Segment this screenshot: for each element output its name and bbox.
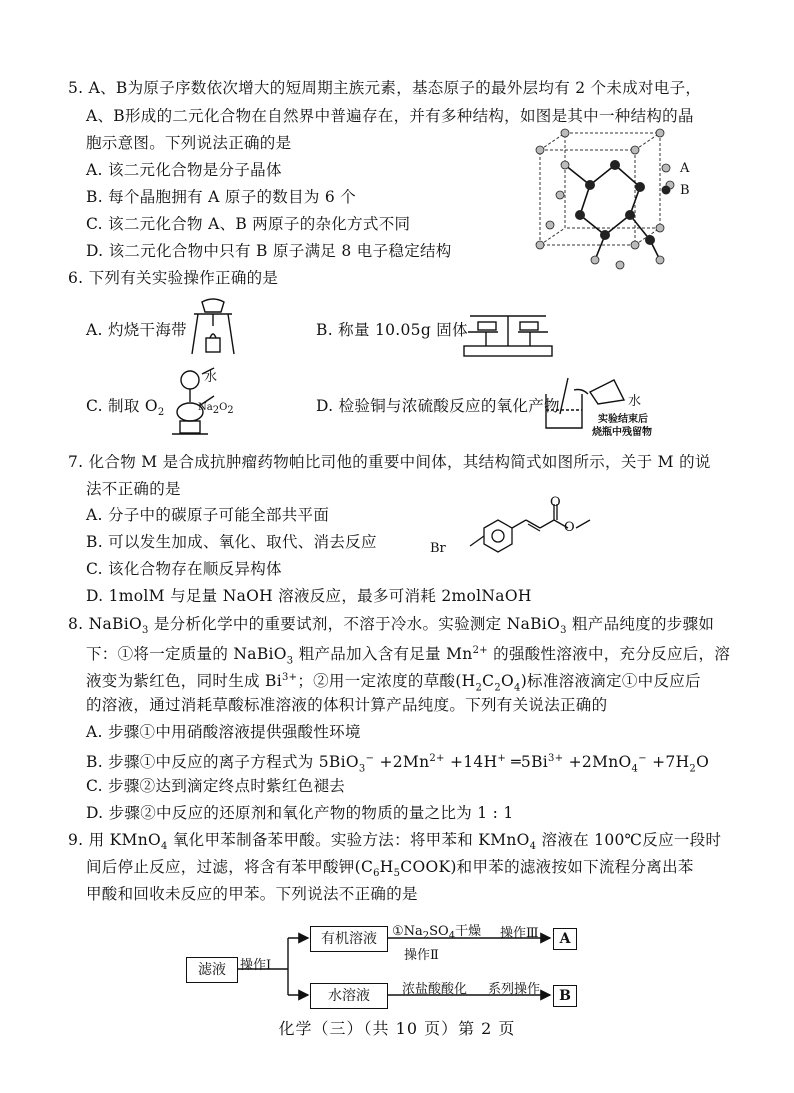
q8-l2-a: 下：①将一定质量的 NaBiO bbox=[86, 645, 287, 664]
q8-option-c: C. 步骤②达到滴定终点时紫红色褪去 bbox=[86, 777, 346, 795]
flow-dry-sub1: 2 bbox=[422, 930, 430, 942]
q6-c-na2o2-label bbox=[198, 402, 234, 416]
q8-b-sub3: 2 bbox=[689, 763, 697, 775]
q8-l3-sup: 3+ bbox=[281, 672, 298, 683]
q7-option-b: B. 可以发生加成、氧化、取代、消去反应 bbox=[86, 533, 377, 551]
molecule-m-structure bbox=[448, 490, 618, 562]
q9-l1-b: 氧化甲苯制备苯甲酸。实验方法：将甲苯和 KMnO bbox=[167, 831, 530, 849]
flow-product-a-box: A bbox=[553, 928, 577, 950]
q5-option-c: C. 该二元化合物 A、B 两原子的杂化方式不同 bbox=[86, 215, 411, 233]
q5-option-a: A. 该二元化合物是分子晶体 bbox=[86, 161, 282, 179]
q5-option-b: B. 每个晶胞拥有 A 原子的数目为 6 个 bbox=[86, 188, 357, 206]
molecule-carbonyl-o-label: O bbox=[550, 495, 561, 510]
flow-op3-label: 操作Ⅲ bbox=[500, 926, 539, 941]
molecule-ester-o-label: O bbox=[564, 520, 575, 535]
q7-option-c: C. 该化合物存在顺反异构体 bbox=[86, 560, 282, 578]
q8-l1-sub2: 3 bbox=[560, 625, 567, 637]
q9-l2-sub1: 6 bbox=[373, 868, 380, 880]
q8-l3-a: 液变为紫红色，同时生成 Bi bbox=[86, 672, 282, 691]
q8-b-c: +14H bbox=[444, 753, 498, 772]
molecule-br-label: Br bbox=[430, 541, 446, 556]
q6-option-a: A. 灼烧干海带 bbox=[86, 321, 187, 339]
legend-markers bbox=[660, 162, 672, 202]
q6-option-c-text: C. 制取 O bbox=[86, 397, 158, 415]
q5-stem-line3: 胞示意图。下列说法正确的是 bbox=[86, 134, 292, 152]
q8-l3-e: )标准溶液滴定①中反应后 bbox=[520, 672, 701, 691]
q8-b-sub2: 4 bbox=[631, 763, 639, 775]
q5-stem-line1: 5. A、B为原子序数依次增大的短周期主族元素，基态原子的最外层均有 2 个未成对电子， bbox=[68, 79, 702, 97]
q8-l1-c: 粗产品纯度的步骤如 bbox=[566, 615, 715, 633]
q9-l1-sub1: 4 bbox=[160, 841, 168, 853]
flow-filtrate-box: 滤液 bbox=[186, 957, 238, 983]
flow-series-label: 系列操作 bbox=[488, 982, 541, 997]
q7-stem-line1: 7. 化合物 M 是合成抗肿瘤药物帕比司他的重要中间体，其结构简式如图所示，关于 M 的说 bbox=[68, 453, 711, 471]
page-footer: 化学（三）（共 10 页）第 2 页 bbox=[278, 1019, 516, 1038]
q9-l2-a: 间后停止反应，过滤，将含有苯甲酸钾(C bbox=[86, 858, 374, 876]
q8-b-sup4: 3+ bbox=[548, 753, 564, 764]
na2o2-sub2: 2 bbox=[227, 405, 234, 416]
flow-op1-label: 操作Ⅰ bbox=[240, 958, 272, 973]
q9-l2-c: COOK)和甲苯的滤液按如下流程分离出苯 bbox=[400, 858, 694, 876]
q9-l2-sub2: 5 bbox=[393, 868, 401, 880]
q7-stem-line2: 法不正确的是 bbox=[86, 480, 181, 498]
na2o2-na: Na bbox=[198, 402, 213, 413]
q9-l1-sub2: 4 bbox=[529, 841, 537, 853]
crucible-tripod-figure bbox=[188, 296, 238, 358]
q5-stem-line2: A、B形成的二元化合物在自然界中普遍存在，并有多种结构，如图是其中一种结构的晶 bbox=[86, 107, 694, 125]
flow-dry-e: 干燥 bbox=[455, 924, 482, 939]
q8-l3-sub3: 4 bbox=[514, 682, 521, 694]
flow-organic-box: 有机溶液 bbox=[310, 926, 388, 952]
q6-d-note-line1: 实验结束后 bbox=[598, 414, 648, 425]
q8-b-sup5: − bbox=[638, 753, 647, 764]
q8-b-e: +2MnO bbox=[563, 753, 632, 772]
q6-d-note-line2: 烧瓶中残留物 bbox=[592, 427, 652, 438]
q8-b-sub1: 3 bbox=[358, 763, 366, 775]
q8-l2-sub: 3 bbox=[286, 655, 294, 667]
q8-l3-sub2: 2 bbox=[494, 682, 502, 694]
q8-line3 bbox=[86, 668, 701, 698]
q8-line4: 的溶液，通过消耗草酸标准溶液的体积计算产品纯度。下列有关说法正确的 bbox=[86, 696, 608, 714]
flow-product-b-box: B bbox=[553, 985, 577, 1007]
q7-option-d: D. 1molM 与足量 NaOH 溶液反应，最多可消耗 2molNaOH bbox=[86, 587, 532, 605]
q9-l2-b: H bbox=[379, 858, 394, 876]
q9-l1-c: 溶液在 100℃反应一段时 bbox=[536, 831, 722, 849]
q8-l3-sub1: 2 bbox=[475, 682, 483, 694]
q6-option-c-sub: 2 bbox=[157, 407, 165, 419]
q9-line2 bbox=[86, 857, 694, 884]
q8-l2-sup: 2+ bbox=[472, 645, 488, 656]
q8-line1 bbox=[68, 614, 714, 641]
na2o2-sub1: 2 bbox=[212, 405, 220, 416]
q8-b-sup1: − bbox=[365, 753, 375, 764]
q8-l3-d: O bbox=[501, 672, 515, 691]
flow-dry-label bbox=[392, 920, 481, 942]
q8-option-b bbox=[86, 749, 709, 779]
na2o2-o: O bbox=[219, 402, 228, 413]
q9-line3: 甲酸和回收未反应的甲苯。下列说法不正确的是 bbox=[86, 885, 418, 903]
q8-l1-b: 是分析化学中的重要试剂，不溶于冷水。实验测定 NaBiO bbox=[148, 615, 561, 633]
q8-l3-c: C bbox=[482, 672, 495, 691]
legend-b-label: B bbox=[680, 183, 690, 198]
flow-op2-label: 操作Ⅱ bbox=[404, 948, 439, 963]
q6-option-c bbox=[86, 396, 165, 423]
q8-l3-b: ；②用一定浓度的草酸(H bbox=[297, 672, 476, 691]
flow-dry-sub2: 4 bbox=[448, 930, 456, 942]
flow-acidify-label: 浓盐酸酸化 bbox=[402, 982, 468, 997]
q8-b-g: O bbox=[696, 753, 710, 772]
q8-b-a: B. 步骤①中反应的离子方程式为 5BiO bbox=[86, 753, 359, 772]
q7-option-a: A. 分子中的碳原子可能全部共平面 bbox=[86, 506, 330, 524]
q8-line2 bbox=[86, 641, 730, 671]
q8-b-sup3: + bbox=[497, 753, 507, 764]
q8-l1-a: 8. NaBiO bbox=[68, 615, 142, 633]
q8-b-b: +2Mn bbox=[374, 753, 430, 772]
legend-a-label: A bbox=[680, 161, 690, 176]
q8-b-d: ═5Bi bbox=[506, 753, 549, 772]
q6-option-d: D. 检验铜与浓硫酸反应的氧化产物 bbox=[316, 397, 560, 415]
q8-b-sup2: 2+ bbox=[429, 753, 445, 764]
balance-figure bbox=[458, 302, 558, 358]
flow-dry-c: SO bbox=[429, 924, 449, 939]
q8-l2-b: 粗产品加入含有足量 Mn bbox=[293, 645, 473, 664]
q9-line1 bbox=[68, 830, 721, 857]
q6-option-b: B. 称量 10.05g 固体 bbox=[316, 321, 468, 339]
flow-dry-a: ①Na bbox=[392, 924, 423, 939]
q8-l2-c: 的强酸性溶液中，充分反应后，溶 bbox=[487, 645, 731, 664]
q6-c-water-label: 水 bbox=[204, 370, 218, 385]
q8-option-a: A. 步骤①中用硝酸溶液提供强酸性环境 bbox=[86, 723, 361, 741]
q5-option-d: D. 该二元化合物中只有 B 原子满足 8 电子稳定结构 bbox=[86, 242, 452, 260]
q8-b-f: +7H bbox=[646, 753, 690, 772]
q9-l1-a: 9. 用 KMnO bbox=[68, 831, 161, 849]
q8-option-d: D. 步骤②中反应的还原剂和氧化产物的物质的量之比为 1 : 1 bbox=[86, 804, 514, 822]
q6-d-water-label: 水 bbox=[628, 394, 642, 409]
flow-aqueous-box: 水溶液 bbox=[310, 983, 388, 1009]
q8-l1-sub1: 3 bbox=[141, 625, 149, 637]
q6-stem: 6. 下列有关实验操作正确的是 bbox=[68, 269, 279, 287]
